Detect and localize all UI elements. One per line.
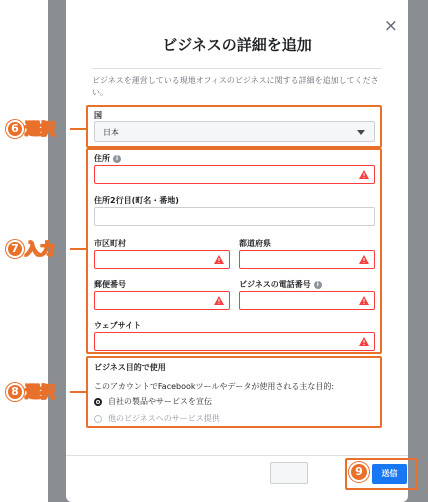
highlight-purpose bbox=[86, 356, 382, 428]
footer-divider bbox=[66, 455, 408, 456]
website-label: ウェブサイト bbox=[94, 321, 142, 330]
step-7-badge bbox=[6, 238, 55, 259]
step-9-badge: 9 bbox=[349, 462, 369, 482]
purpose-question: このアカウントでFacebookツールやデータが使用される主な目的: bbox=[94, 382, 335, 391]
connector-line bbox=[70, 248, 86, 250]
close-icon[interactable]: × bbox=[383, 16, 398, 36]
step-8-badge bbox=[6, 381, 55, 402]
purpose-option-label: 自社の製品やサービスを宣伝 bbox=[108, 397, 212, 406]
purpose-section-title: ビジネス目的で使用 bbox=[94, 363, 166, 372]
submit-button[interactable]: 送信 bbox=[372, 464, 407, 484]
info-icon[interactable]: i bbox=[314, 281, 322, 289]
phone-label: ビジネスの電話番号 bbox=[239, 280, 311, 289]
divider bbox=[92, 68, 382, 69]
step-number: 8 bbox=[6, 383, 24, 401]
country-select-value: 日本 bbox=[103, 128, 119, 137]
prefecture-label: 都道府県 bbox=[239, 239, 271, 248]
dialog-title: ビジネスの詳細を追加 bbox=[162, 36, 312, 54]
cancel-button[interactable] bbox=[270, 462, 308, 484]
step-6-badge bbox=[6, 118, 55, 139]
highlight-address bbox=[86, 148, 382, 354]
step-label: 選択 bbox=[25, 120, 56, 138]
step-number: 7 bbox=[6, 240, 24, 258]
step-label: 選択 bbox=[25, 383, 56, 401]
step-label: 入力 bbox=[25, 240, 56, 258]
dialog-description: ビジネスを運営している現地オフィスのビジネスに関する詳細を追加してください。 bbox=[92, 76, 379, 97]
address-line1-label: 住所 bbox=[94, 154, 110, 163]
city-label: 市区町村 bbox=[94, 239, 126, 248]
postal-code-label: 郵便番号 bbox=[94, 280, 126, 289]
connector-line bbox=[70, 128, 86, 130]
purpose-option-label: 他のビジネスへのサービス提供 bbox=[108, 414, 220, 423]
connector-line bbox=[70, 391, 86, 393]
highlight-country bbox=[86, 105, 382, 148]
address-line2-label: 住所2行目(町名・番地) bbox=[94, 196, 179, 205]
info-icon[interactable]: i bbox=[113, 155, 121, 163]
country-label: 国 bbox=[94, 111, 102, 120]
step-number: 6 bbox=[6, 120, 24, 138]
